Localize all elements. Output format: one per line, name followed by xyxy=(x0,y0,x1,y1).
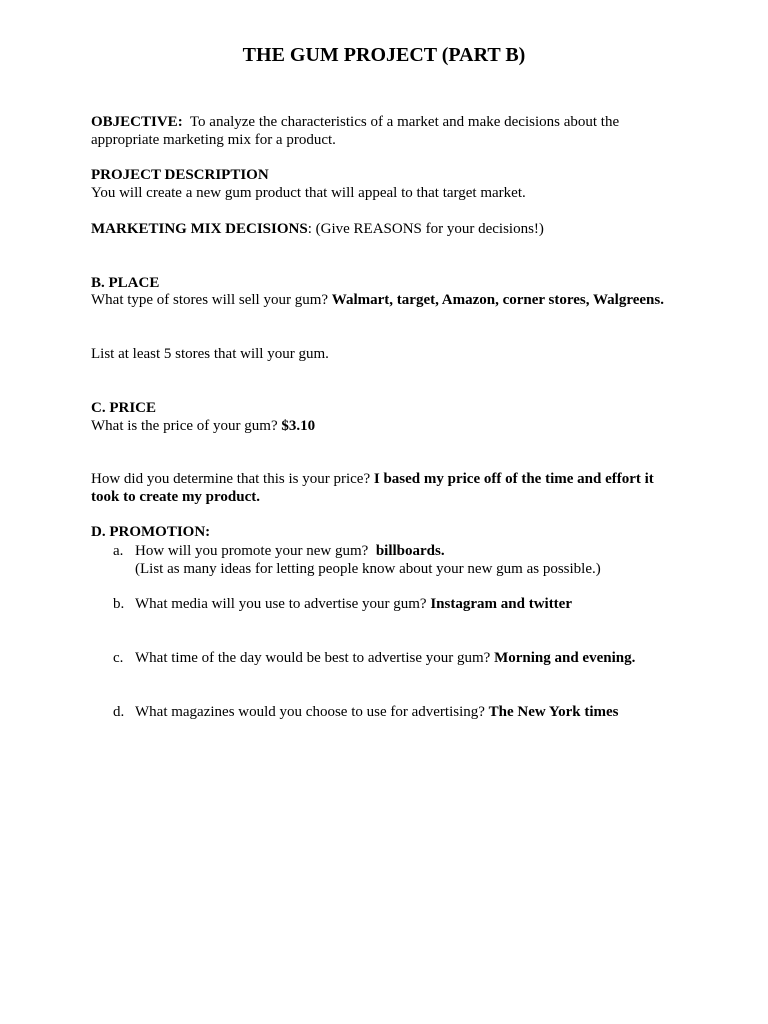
price-question-2: How did you determine that this is your price? I based my price off of the time and effort it took to create my product. xyxy=(91,471,654,505)
price-answer: $3.10 xyxy=(281,418,316,434)
list-marker: b. xyxy=(113,596,125,612)
promotion-question: What magazines would you choose to use for advertising? xyxy=(135,704,485,720)
project-description-heading: PROJECT DESCRIPTION xyxy=(91,167,269,183)
promotion-answer: The New York times xyxy=(488,704,619,720)
promotion-heading: D. PROMOTION: xyxy=(91,524,211,540)
objective-label: OBJECTIVE: xyxy=(91,114,183,130)
page-title: THE GUM PROJECT (PART B) xyxy=(242,44,526,66)
promotion-answer: Instagram and twitter xyxy=(430,596,572,612)
objective-text: To analyze the characteristics of a market and make decisions about the appropriate marketing mix for a product. xyxy=(91,114,620,148)
promotion-question: What media will you use to advertise your gum? xyxy=(135,596,427,612)
price-heading: C. PRICE xyxy=(91,400,157,416)
marketing-mix-paragraph xyxy=(91,221,681,239)
promotion-note: (List as many ideas for letting people know about your new gum as possible.) xyxy=(135,560,601,577)
place-instruction: List at least 5 stores that will your gum. xyxy=(91,346,329,362)
place-answer: Walmart, target, Amazon, corner stores, Walgreens. xyxy=(331,292,664,308)
place-question: What type of stores will sell your gum? Walmart, target, Amazon, corner stores, Walgreens. xyxy=(91,292,664,308)
marketing-mix-label: MARKETING MIX DECISIONS xyxy=(91,221,308,237)
price-answer-2: I based my price off of the time and effort it took to create my product. xyxy=(91,471,654,505)
project-description-text: You will create a new gum product that will appeal to that target market. xyxy=(91,185,526,201)
price-question: What is the price of your gum? $3.10 xyxy=(91,418,316,434)
place-heading: B. PLACE xyxy=(91,275,160,291)
promotion-answer: Morning and evening. xyxy=(494,650,636,666)
promotion-question: How will you promote your new gum? xyxy=(135,543,369,559)
promotion-answer: billboards. xyxy=(375,543,445,559)
list-marker: c. xyxy=(113,650,124,666)
list-marker: a. xyxy=(113,543,124,559)
list-marker: d. xyxy=(113,704,125,720)
marketing-mix-text: : (Give REASONS for your decisions!) xyxy=(307,221,544,237)
promotion-question: What time of the day would be best to advertise your gum? xyxy=(135,650,491,666)
objective-paragraph xyxy=(91,114,681,149)
